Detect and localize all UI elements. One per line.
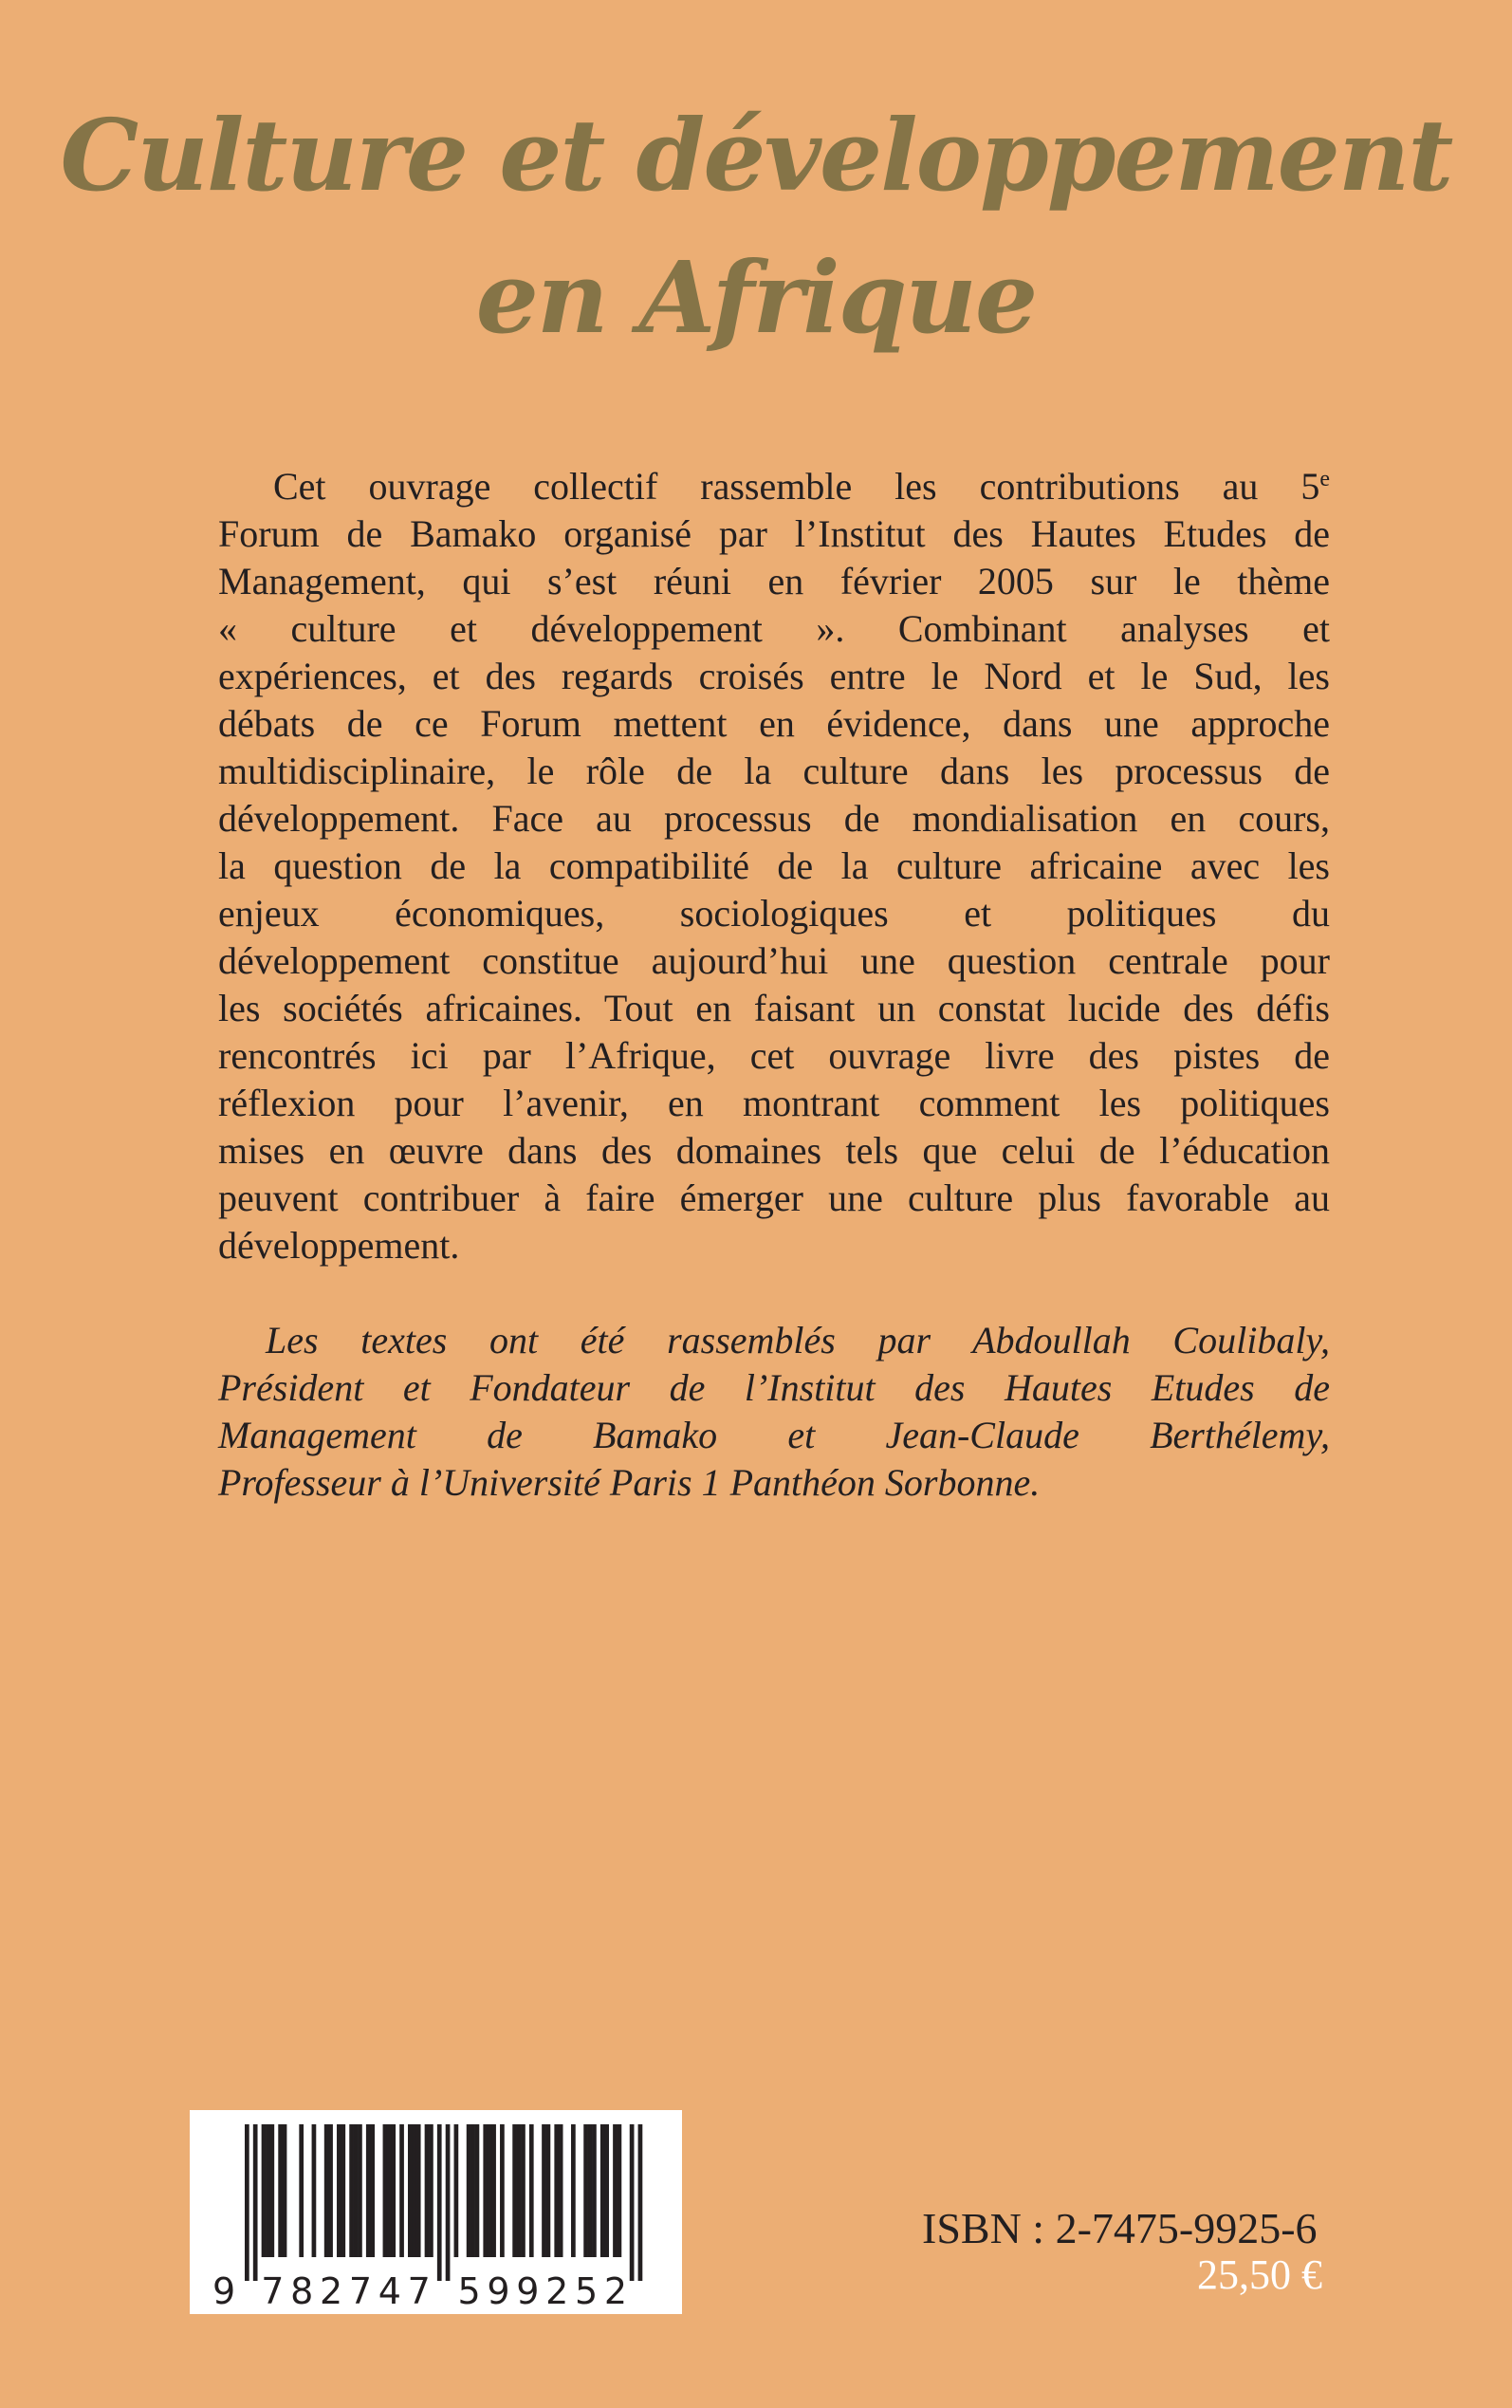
text-line <box>218 795 1330 843</box>
text-line-content: « culture et développement ». Combinant analyses et <box>218 607 1330 650</box>
text-line-content: multidisciplinaire, le rôle de la culture dans les processus de <box>218 750 1330 792</box>
barcode-bar <box>269 2124 274 2257</box>
barcode-bar <box>299 2124 304 2257</box>
text-line <box>218 937 1330 985</box>
barcode-bar <box>425 2124 430 2257</box>
text-line-content: Cet ouvrage collectif rassemble les contributions au 5 <box>273 465 1320 508</box>
superscript: e <box>1319 467 1330 491</box>
barcode-bar <box>387 2124 392 2257</box>
barcode-bar <box>488 2124 492 2257</box>
barcode-bar <box>312 2124 317 2257</box>
barcode-bar <box>366 2124 371 2257</box>
text-line-content: peuvent contribuer à faire émerger une culture plus favorable au <box>218 1176 1330 1219</box>
text-line <box>218 985 1330 1032</box>
barcode-bar <box>491 2124 496 2257</box>
barcode-bar <box>638 2124 643 2281</box>
barcode-bar <box>517 2124 522 2257</box>
barcode-bar <box>412 2124 416 2257</box>
book-title-line-2: en Afrique <box>475 239 1037 356</box>
text-line <box>266 1317 1330 1364</box>
barcode-bar <box>408 2124 413 2257</box>
barcode-bar <box>278 2124 283 2257</box>
barcode-digit: 2 <box>545 2270 569 2312</box>
barcode-bar <box>437 2124 442 2281</box>
text-line-content: les sociétés africaines. Tout en faisant un constat lucide des défis <box>218 987 1330 1029</box>
barcode-bar <box>546 2124 551 2257</box>
barcode-bar <box>600 2124 605 2257</box>
text-line <box>218 1222 1330 1269</box>
barcode-bar <box>416 2124 421 2257</box>
barcode-digit: 7 <box>348 2270 373 2312</box>
barcode-bar <box>370 2124 375 2257</box>
text-line-content: réflexion pour l’avenir, en montrant comment les politiques <box>218 1082 1330 1124</box>
barcode-bar <box>618 2124 622 2257</box>
text-line-content: débats de ce Forum mettent en évidence, dans une approche <box>218 702 1330 745</box>
barcode-bar <box>470 2124 475 2257</box>
text-line <box>218 1032 1330 1080</box>
barcode-digit: 4 <box>378 2270 401 2312</box>
barcode-bar <box>571 2124 576 2257</box>
text-line-content: mises en œuvre dans des domaines tels que celui de l’éducation <box>218 1129 1330 1172</box>
barcode-bar <box>483 2124 488 2257</box>
text-line <box>218 748 1330 795</box>
barcode-bar <box>429 2124 433 2257</box>
barcode-bar <box>588 2124 593 2257</box>
text-line-content: Les textes ont été rassemblés par Abdoullah Coulibaly, <box>266 1319 1330 1361</box>
barcode-bar <box>354 2124 359 2257</box>
text-line-content: Management, qui s’est réuni en février 2005 sur le thème <box>218 560 1330 602</box>
barcode-digit: 9 <box>487 2270 510 2312</box>
barcode-bar <box>630 2124 635 2281</box>
barcode-bar <box>604 2124 609 2257</box>
barcode-bar <box>559 2124 563 2257</box>
barcode-bar <box>358 2124 362 2257</box>
text-line-content: Forum de Bamako organisé par l’Institut des Hautes Etudes de <box>218 512 1330 555</box>
barcode-bar <box>253 2124 258 2281</box>
text-line <box>218 1080 1330 1127</box>
barcode-bar <box>337 2124 341 2257</box>
text-line <box>218 558 1330 605</box>
text-line <box>218 510 1330 558</box>
barcode-bar <box>245 2124 249 2281</box>
barcode-digit: 7 <box>261 2270 285 2312</box>
text-line <box>218 1364 1330 1412</box>
text-line <box>218 1127 1330 1175</box>
text-line-content: développement. <box>218 1224 460 1267</box>
text-line <box>218 1412 1330 1459</box>
text-line-content: développement. Face au processus de mondialisation en cours, <box>218 797 1330 840</box>
barcode-bar <box>529 2124 534 2257</box>
text-line <box>273 463 1330 510</box>
barcode-bar <box>328 2124 333 2257</box>
text-line <box>218 700 1330 748</box>
text-line <box>218 653 1330 700</box>
barcode-digit: 9 <box>516 2270 540 2312</box>
barcode-bar <box>467 2124 471 2257</box>
barcode-bar <box>341 2124 345 2257</box>
barcode-bar <box>500 2124 505 2257</box>
barcode-bar <box>512 2124 517 2257</box>
isbn-label: ISBN : 2-7475-9925-6 <box>922 2204 1318 2252</box>
barcode-digit: 5 <box>575 2270 599 2312</box>
barcode-bar <box>349 2124 354 2257</box>
barcode-bar <box>583 2124 588 2257</box>
barcode-bar <box>399 2124 404 2257</box>
text-line <box>218 1459 1330 1507</box>
barcode-digit: 2 <box>319 2270 343 2312</box>
text-line <box>218 1175 1330 1222</box>
barcode-digit: 9 <box>212 2270 236 2312</box>
text-line-content: expériences, et des regards croisés entre le Nord et le Sud, les <box>218 655 1330 697</box>
text-line-content: développement constitue aujourd’hui une question centrale pour <box>218 939 1330 982</box>
text-line-content: Management de Bamako et Jean-Claude Berthélemy, <box>218 1414 1330 1456</box>
text-line <box>218 605 1330 653</box>
barcode-digit: 8 <box>290 2270 314 2312</box>
text-line-content: Président et Fondateur de l’Institut des Hautes Etudes de <box>218 1366 1330 1409</box>
book-title-line-1: Culture et développement <box>60 97 1452 213</box>
text-line <box>218 890 1330 937</box>
text-line <box>218 843 1330 890</box>
barcode-bar <box>592 2124 597 2257</box>
barcode-digit: 5 <box>457 2270 481 2312</box>
barcode-bar <box>391 2124 396 2257</box>
text-line-content: rencontrés ici par l’Afrique, cet ouvrage livre des pistes de <box>218 1034 1330 1077</box>
barcode-bar <box>521 2124 526 2257</box>
barcode-bar <box>266 2124 270 2257</box>
barcode <box>190 2110 682 2314</box>
text-line-content: enjeux économiques, sociologiques et politiques du <box>218 892 1330 935</box>
barcode-bar <box>262 2124 267 2257</box>
barcode-bar <box>613 2124 618 2257</box>
price-label: 25,50 € <box>1197 2251 1322 2298</box>
barcode-bar <box>324 2124 329 2257</box>
barcode-bar <box>446 2124 451 2281</box>
barcode-bar <box>383 2124 388 2257</box>
text-line-content: la question de la compatibilité de la culture africaine avec les <box>218 844 1330 887</box>
barcode-bar <box>283 2124 287 2257</box>
barcode-digit: 2 <box>603 2270 628 2312</box>
barcode-bar <box>542 2124 546 2257</box>
barcode-digit: 7 <box>407 2270 431 2312</box>
barcode-bar <box>554 2124 559 2257</box>
barcode-bar <box>454 2124 459 2257</box>
barcode-bar <box>475 2124 480 2257</box>
text-line-content: Professeur à l’Université Paris 1 Panthéon Sorbonne. <box>218 1461 1041 1504</box>
